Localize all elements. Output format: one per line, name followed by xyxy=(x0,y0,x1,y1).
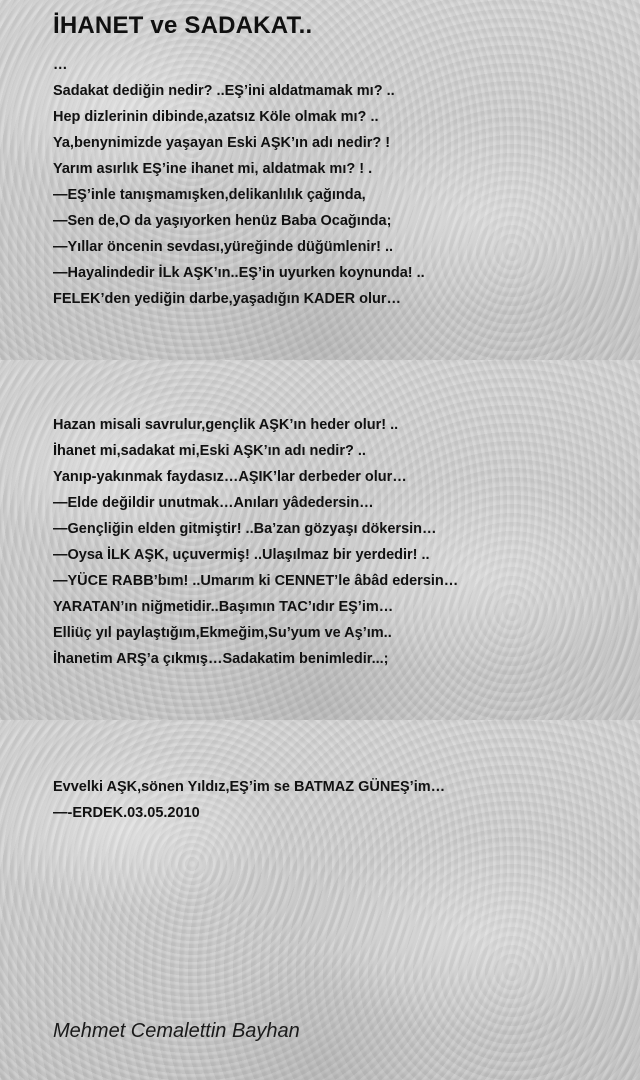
poem-signature-line: —-ERDEK.03.05.2010 xyxy=(53,805,200,821)
poem-line: —YÜCE RABB’bım! ..Umarım ki CENNET’le âbâd edersin… xyxy=(53,573,459,589)
poem-panel-3 xyxy=(0,720,640,1080)
poem-line: … xyxy=(53,57,68,73)
poem-line: Elliüç yıl paylaştığım,Ekmeğim,Su’yum ve Aş’ım.. xyxy=(53,625,392,641)
poem-line: —Gençliğin elden gitmiştir! ..Ba’zan gözyaşı dökersin… xyxy=(53,521,437,537)
stanza-1 xyxy=(53,52,425,312)
poem-line: —Hayalindedir İLk AŞK’ın..EŞ’in uyurken koynunda! .. xyxy=(53,265,425,281)
poem-line: Hep dizlerinin dibinde,azatsız Köle olmak mı? .. xyxy=(53,109,379,125)
poem-line: Yanıp-yakınmak faydasız…AŞIK’lar derbeder olur… xyxy=(53,469,407,485)
poem-line: —Sen de,O da yaşıyorken henüz Baba Ocağında; xyxy=(53,213,392,229)
poem-line: Hazan misali savrulur,gençlik AŞK’ın heder olur! .. xyxy=(53,417,399,433)
poem-panel-2 xyxy=(0,360,640,720)
poem-panel-1 xyxy=(0,0,640,360)
poem-line: —Oysa İLK AŞK, uçuvermiş! ..Ulaşılmaz bir yerdedir! .. xyxy=(53,547,430,563)
poem-line: Ya,benynimizde yaşayan Eski AŞK’ın adı nedir? ! xyxy=(53,135,391,151)
poem-line: YARATAN’ın niğmetidir..Başımın TAC’ıdır EŞ’im… xyxy=(53,599,394,615)
poem-line: İhanetim ARŞ’a çıkmış…Sadakatim benimledir...; xyxy=(53,651,389,667)
poem-line: FELEK’den yediğin darbe,yaşadığın KADER olur… xyxy=(53,291,402,307)
author-name: Mehmet Cemalettin Bayhan xyxy=(53,1020,300,1042)
poem-title: İHANET ve SADAKAT.. xyxy=(53,12,313,39)
poem-line: Yarım asırlık EŞ’ine ihanet mi, aldatmak mı? ! . xyxy=(53,161,373,177)
poem-line: —Elde değildir unutmak…Anıları yâdedersin… xyxy=(53,495,374,511)
stanza-3 xyxy=(53,774,445,826)
poem-line: Evvelki AŞK,sönen Yıldız,EŞ’im se BATMAZ GÜNEŞ’im… xyxy=(53,779,446,795)
poem-line: Sadakat dediğin nedir? ..EŞ’ini aldatmamak mı? .. xyxy=(53,83,395,99)
poem-line: İhanet mi,sadakat mi,Eski AŞK’ın adı nedir? .. xyxy=(53,443,366,459)
poem-line: —EŞ’inle tanışmamışken,delikanlılık çağında, xyxy=(53,187,366,203)
poem-line: —Yıllar öncenin sevdası,yüreğinde düğümlenir! .. xyxy=(53,239,394,255)
stanza-2 xyxy=(53,412,458,672)
